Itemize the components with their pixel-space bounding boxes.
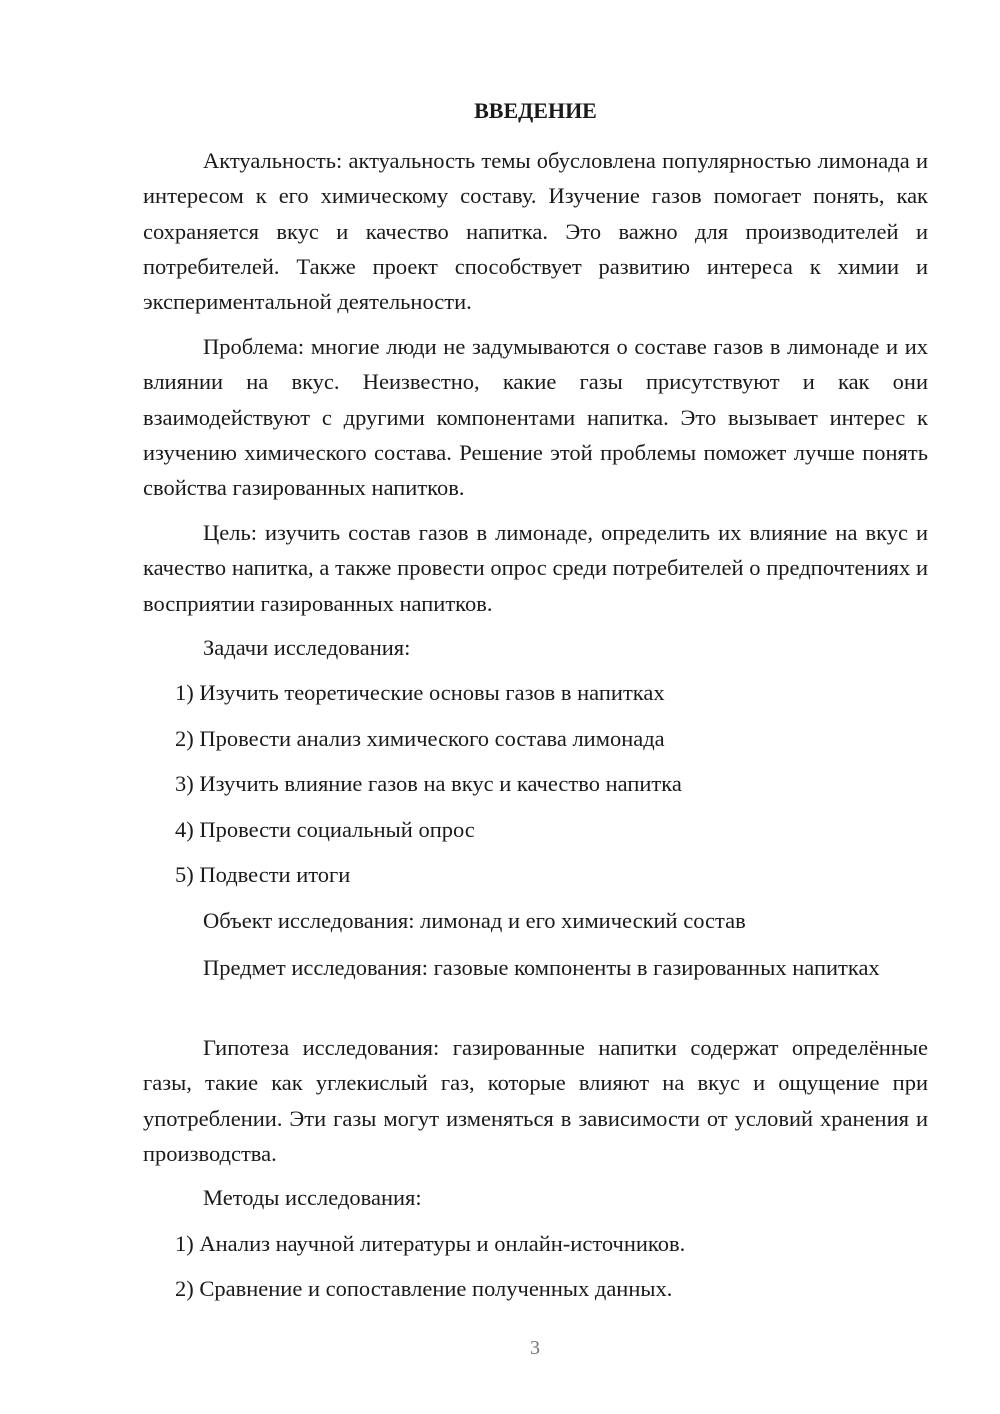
problem-paragraph: Проблема: многие люди не задумываются о составе газов в лимонаде и их влиянии на вкус. Неизвестно, какие газы присутствуют и как они взаимодействуют с другими компонентами напитка. Это вызывает интерес к изучению химического состава. Решение этой проблемы поможет лучше понять свойства газированных напитков. bbox=[143, 334, 928, 501]
method-item: 1) Анализ научной литературы и онлайн-источников. bbox=[175, 1231, 686, 1256]
tasks-heading: Задачи исследования: bbox=[203, 635, 411, 660]
method-item: 2) Сравнение и сопоставление полученных данных. bbox=[175, 1276, 673, 1301]
task-item: 5) Подвести итоги bbox=[175, 862, 351, 887]
task-item: 1) Изучить теоретические основы газов в напитках bbox=[175, 680, 665, 705]
task-item: 4) Провести социальный опрос bbox=[175, 817, 475, 842]
section-heading: ВВЕДЕНИЕ bbox=[474, 98, 597, 123]
object-line: Объект исследования: лимонад и его химический состав bbox=[203, 908, 746, 933]
task-item: 3) Изучить влияние газов на вкус и качество напитка bbox=[175, 771, 682, 796]
methods-heading: Методы исследования: bbox=[203, 1185, 422, 1210]
hypothesis-paragraph: Гипотеза исследования: газированные напитки содержат определённые газы, такие как углекислый газ, которые влияют на вкус и ощущение при употреблении. Эти газы могут изменяться в зависимости от условий хранения и производства. bbox=[143, 1035, 928, 1166]
subject-paragraph: Предмет исследования: газовые компоненты в газированных напитках bbox=[203, 955, 880, 980]
task-item: 2) Провести анализ химического состава лимонада bbox=[175, 726, 665, 751]
page-number: 3 bbox=[530, 1337, 540, 1359]
goal-paragraph: Цель: изучить состав газов в лимонаде, определить их влияние на вкус и качество напитка, а также провести опрос среди потребителей о предпочтениях и восприятии газированных напитков. bbox=[143, 520, 928, 616]
relevance-paragraph: Актуальность: актуальность темы обусловлена популярностью лимонада и интересом к его химическому составу. Изучение газов помогает понять, как сохраняется вкус и качество напитка. Это важно для производителей и потребителей. Также проект способствует развитию интереса к химии и экспериментальной деятельности. bbox=[143, 148, 928, 315]
